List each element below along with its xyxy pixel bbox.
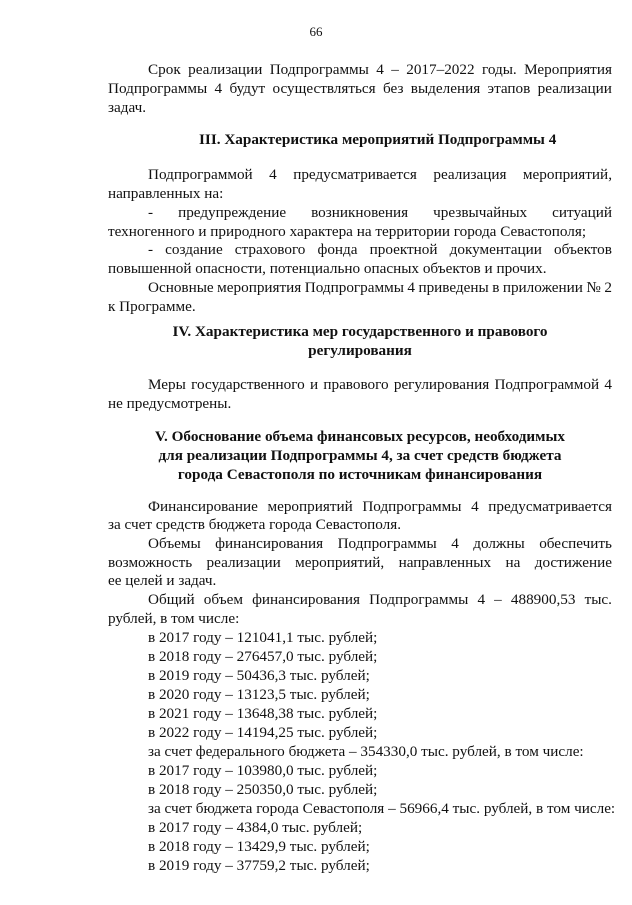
intro-line-2 [108, 79, 612, 98]
word: реализации [206, 554, 281, 571]
word: Подпрограммы [369, 591, 469, 608]
bullet-1-line-1 [148, 203, 612, 222]
word: Подпрограммы [337, 535, 437, 552]
section-3-paragraph-1-line-1 [148, 165, 612, 184]
word: Подпрограммы [362, 498, 462, 515]
word: возможность [108, 554, 193, 571]
funding-item: в 2018 году – 250350,0 тыс. рублей; [148, 781, 378, 798]
bullet-1-line-2: техногенного и природного характера на территории города Севастополя; [108, 223, 587, 240]
word: выделения [410, 80, 481, 97]
word: 4 [477, 591, 486, 608]
bullet-2-line-1 [148, 240, 612, 259]
intro-line-1 [148, 60, 612, 79]
section-4-heading-line-1: IV. Характеристика мер государственного и правового [172, 323, 548, 340]
funding-item: в 2021 году – 13648,38 тыс. рублей; [148, 705, 378, 722]
word: на [505, 554, 521, 571]
funding-item: в 2019 году – 37759,2 тыс. рублей; [148, 857, 370, 874]
word: финансирования [252, 591, 361, 608]
funding-item: в 2020 году – 13123,5 тыс. рублей; [148, 686, 370, 703]
word: мероприятий, [522, 166, 612, 183]
word: осуществляться [272, 80, 376, 97]
word: без [383, 80, 404, 97]
section-5-paragraph-3-line-2: рублей, в том числе: [108, 610, 240, 627]
word: Основные [148, 279, 214, 296]
section-5-paragraph-3-line-1 [148, 590, 612, 609]
intro-line-3: задач. [108, 99, 147, 116]
section-5-paragraph-2-line-1 [148, 534, 612, 553]
word: предусматривается [293, 166, 417, 183]
word: мероприятий [267, 498, 353, 515]
word: реализации [537, 80, 612, 97]
section-4-paragraph-line-1 [148, 375, 612, 394]
funding-item: за счет бюджета города Севастополя – 56966,4 тыс. рублей, в том числе: [148, 800, 616, 817]
word: – [494, 591, 502, 608]
word: Подпрограммой [494, 376, 600, 393]
section-4-paragraph-line-2: не предусмотрены. [108, 395, 232, 412]
section-4-heading-line-2: регулирования [308, 342, 412, 359]
word: достижение [534, 554, 612, 571]
word: Объемы [148, 535, 201, 552]
funding-item: за счет федерального бюджета – 354330,0 тыс. рублей, в том числе: [148, 743, 584, 760]
word: страхового [234, 241, 306, 258]
section-3-paragraph-2-line-1 [148, 278, 612, 297]
word: документации [449, 241, 542, 258]
word: направленных [398, 554, 492, 571]
word: приложении [502, 279, 583, 296]
page-number: 66 [309, 24, 323, 39]
section-5-heading-line-2: для реализации Подпрограммы 4, за счет средств бюджета [158, 447, 562, 464]
bullet-2-line-2: повышенной опасности, потенциально опасных объектов и прочих. [108, 260, 547, 277]
funding-item: в 2018 году – 13429,9 тыс. рублей; [148, 838, 370, 855]
funding-item: в 2017 году – 4384,0 тыс. рублей; [148, 819, 363, 836]
section-3-paragraph-1-line-2: направленных на: [108, 185, 224, 202]
word: мероприятий, [295, 554, 385, 571]
word: чрезвычайных [433, 204, 528, 221]
word: - [148, 204, 154, 221]
word: – [391, 61, 399, 78]
section-5-heading-line-3: города Севастополя по источникам финансирования [177, 466, 543, 483]
word: Подпрограммой [148, 166, 253, 183]
word: обеспечить [539, 535, 612, 552]
word: 4 [604, 376, 612, 393]
funding-item: в 2019 году – 50436,3 тыс. рублей; [148, 667, 370, 684]
word: годы. [481, 61, 517, 78]
word: тыс. [584, 591, 612, 608]
funding-item: в 2018 году – 276457,0 тыс. рублей; [148, 648, 378, 665]
word: и [309, 376, 319, 393]
word: 488900,53 [510, 591, 576, 608]
section-5-paragraph-1-line-1 [148, 497, 612, 516]
funding-item: в 2017 году – 103980,0 тыс. рублей; [148, 762, 378, 779]
word: возникновения [311, 204, 409, 221]
word: должны [473, 535, 525, 552]
word: предусматривается [488, 498, 612, 515]
word: будут [229, 80, 266, 97]
word: 4 [407, 279, 415, 296]
word: Финансирование [148, 498, 258, 515]
word: реализации [188, 61, 263, 78]
word: Мероприятия [524, 61, 612, 78]
word: объектов [554, 241, 612, 258]
word: 2 [604, 279, 612, 296]
word: Меры [148, 376, 186, 393]
section-3-heading: III. Характеристика мероприятий Подпрограммы 4 [199, 131, 557, 148]
word: предупреждение [178, 204, 287, 221]
word: Срок [148, 61, 181, 78]
word: 4 [269, 166, 277, 183]
word: Подпрограммы [269, 61, 369, 78]
section-5-paragraph-1-line-2: за счет средств бюджета города Севастополя. [108, 516, 402, 533]
word: мероприятия [217, 279, 302, 296]
word: Общий [148, 591, 195, 608]
section-5-paragraph-2-line-2 [108, 553, 612, 572]
word: ситуаций [552, 204, 612, 221]
word: 2017–2022 [406, 61, 475, 78]
word: объем [203, 591, 243, 608]
funding-item: в 2022 году – 14194,25 тыс. рублей; [148, 724, 378, 741]
word: проектной [369, 241, 438, 258]
word: 4 [451, 535, 459, 552]
word: правового [323, 376, 389, 393]
word: в [492, 279, 500, 296]
word: реализация [433, 166, 507, 183]
word: Подпрограммы [304, 279, 404, 296]
section-3-paragraph-2-line-2: к Программе. [108, 298, 196, 315]
word: 4 [214, 80, 223, 97]
word: приведены [418, 279, 489, 296]
word: - [148, 241, 154, 258]
word: этапов [487, 80, 531, 97]
word: государственного [191, 376, 305, 393]
word: 4 [471, 498, 479, 515]
word: фонда [317, 241, 358, 258]
section-5-paragraph-2-line-3: ее целей и задач. [108, 572, 217, 589]
word: Подпрограммы [108, 80, 208, 97]
word: финансирования [215, 535, 324, 552]
word: 4 [376, 61, 384, 78]
word: регулирования [393, 376, 490, 393]
section-5-heading-line-1: V. Обоснование объема финансовых ресурсов, необходимых [155, 428, 565, 445]
word: № [586, 279, 601, 296]
funding-item: в 2017 году – 121041,1 тыс. рублей; [148, 629, 378, 646]
word: создание [165, 241, 223, 258]
